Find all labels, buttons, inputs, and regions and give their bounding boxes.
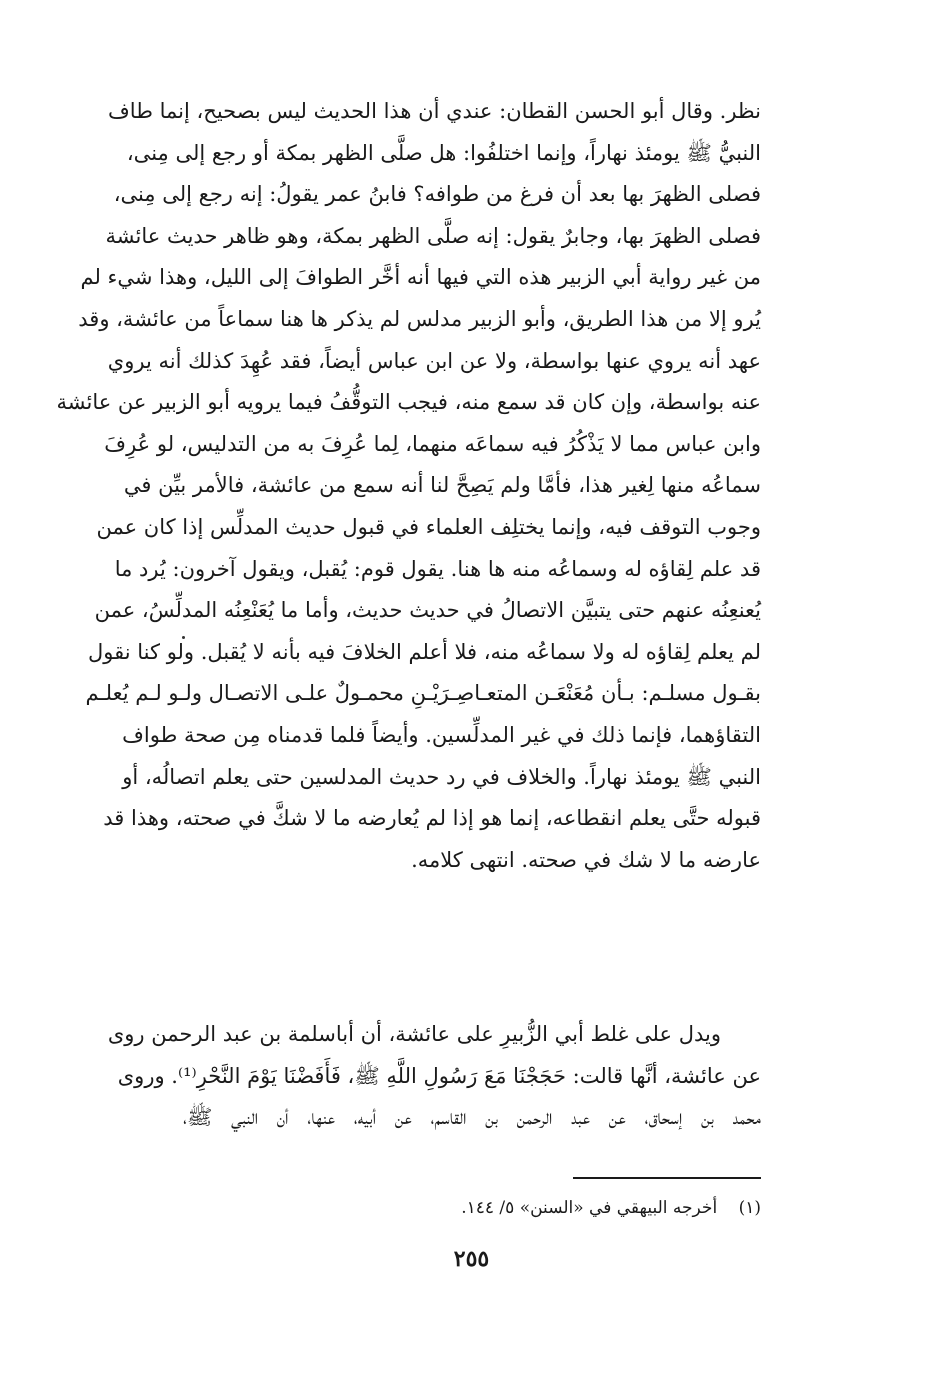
text-line: بقـول مسلـم: بـأن مُعَنْعَـن المتعـاصِـرَيْـنِ محمـولٌ علـى الاتصـال ولـو لـم يُعلـم: [85, 681, 761, 706]
text-line: من غير رواية أبي الزبير هذه التي فيها أنه أخَّر الطوافَ إلى الليل، وهذا شيء لم: [80, 265, 761, 290]
text-line: محمد بن إسحاق، عن عبد الرحمن بن القاسم، عن أبيه، عنها، أن النبي ﷺ،: [183, 1105, 761, 1130]
text-line: قبوله حتَّى يعلم انقطاعه، إنما هو إذا لم يُعارضه ما لا شكَّ في صحته، وهذا قد: [103, 806, 761, 831]
text-line: يُعنعِنُه عنهم حتى يتبيَّن الاتصالُ في حديث حديث، وأما ما يُعَنْعِنُه المدلِّسُ، عمن: [94, 598, 761, 623]
text-line: نظر. وقال أبو الحسن القطان: عندي أن هذا الحديث ليس بصحيح، إنما طاف: [108, 99, 761, 123]
footnote-number: (١): [738, 1198, 761, 1218]
text-line: عهد أنه يروي عنها بواسطة، ولا عن ابن عباس أيضاً، فقد عُهِدَ كذلك أنه يروي: [107, 348, 761, 373]
text-line: النبيُّ ﷺ يومئذ نهاراً، وإنما اختلفُوا: هل صلَّى الظهر بمكة أو رجع إلى مِنى،: [126, 140, 761, 165]
text-line: قد علم لِقاؤه له وسماعُه منه ها هنا. يقول قوم: يُقبل، ويقول آخرون: يُرد ما: [114, 556, 761, 581]
footnote-separator: [573, 1177, 761, 1179]
text-line: سماعُه منها لِغير هذا، فأمَّا ولم يَصِحَّ لنا أنه سمع من عائشة، فالأمر بيِّن في: [123, 473, 761, 498]
text-line: عنه بواسطة، وإن كان قد سمع منه، فيجب التوقُّفُ فيما يرويه أبو الزبير عن عائشة: [56, 390, 761, 415]
footnote: [183, 1192, 761, 1224]
text-line: التقاؤهما، فإنما ذلك في غير المدلِّسين. وأيضاً فلما قدمناه مِن صحة طواف: [122, 722, 761, 747]
print-speck: [182, 636, 185, 639]
text-line-first: ويدل على غلط أبي الزُّبيرِ على عائشة، أن أباسلمة بن عبد الرحمن روى: [107, 1022, 721, 1046]
text-line: النبي ﷺ يومئذ نهاراً. والخلاف في رد حديث المدلسين حتى يعلم اتصالُه، أو: [122, 764, 761, 789]
text-line: فصلى الظهرَ بها، وجابرٌ يقول: إنه صلَّى الظهر بمكة، وهو ظاهر حديث عائشة: [105, 223, 761, 248]
text-line: وابن عباس مما لا يَذْكُرُ فيه سماعَه منهما، لِما عُرِفَ به من التدليس، لو عُرِفَ: [104, 431, 761, 456]
text-line: وجوب التوقف فيه، وإنما يختلِف العلماء في قبول حديث المدلِّس إذا كان عمن: [96, 514, 761, 539]
second-paragraph: [107, 1014, 761, 1139]
text-line: لم يعلم لِقاؤه له ولا سماعُه منه، فلا أعلم الخلافَ فيه بأنه لا يُقبل. ولو كنا نقول: [88, 639, 761, 664]
text-line-last: عارضه ما لا شك في صحته. انتهى كلامه.: [411, 847, 761, 872]
main-paragraph: [56, 91, 761, 881]
text-line: فصلى الظهرَ بها بعد أن فرغ من طوافه؟ فابنُ عمر يقولُ: إنه رجع إلى مِنى،: [113, 182, 761, 207]
footnote-text: أخرجه البيهقي في «السنن» ٥/ ١٤٤.: [461, 1198, 718, 1218]
page-number: ٢٥٥: [453, 1246, 490, 1272]
text-line: يُرو إلا من هذا الطريق، وأبو الزبير مدلس لم يذكر ها هنا سماعاً من عائشة، وقد: [78, 306, 761, 331]
text-line: عن عائشة، أنَّها قالت: حَجَجْنَا مَعَ رَسُولِ اللَّهِ ﷺ، فَأَفَضْنَا يَوْمَ النَّحْرِ⁽¹⁾. وروى: [117, 1063, 761, 1088]
